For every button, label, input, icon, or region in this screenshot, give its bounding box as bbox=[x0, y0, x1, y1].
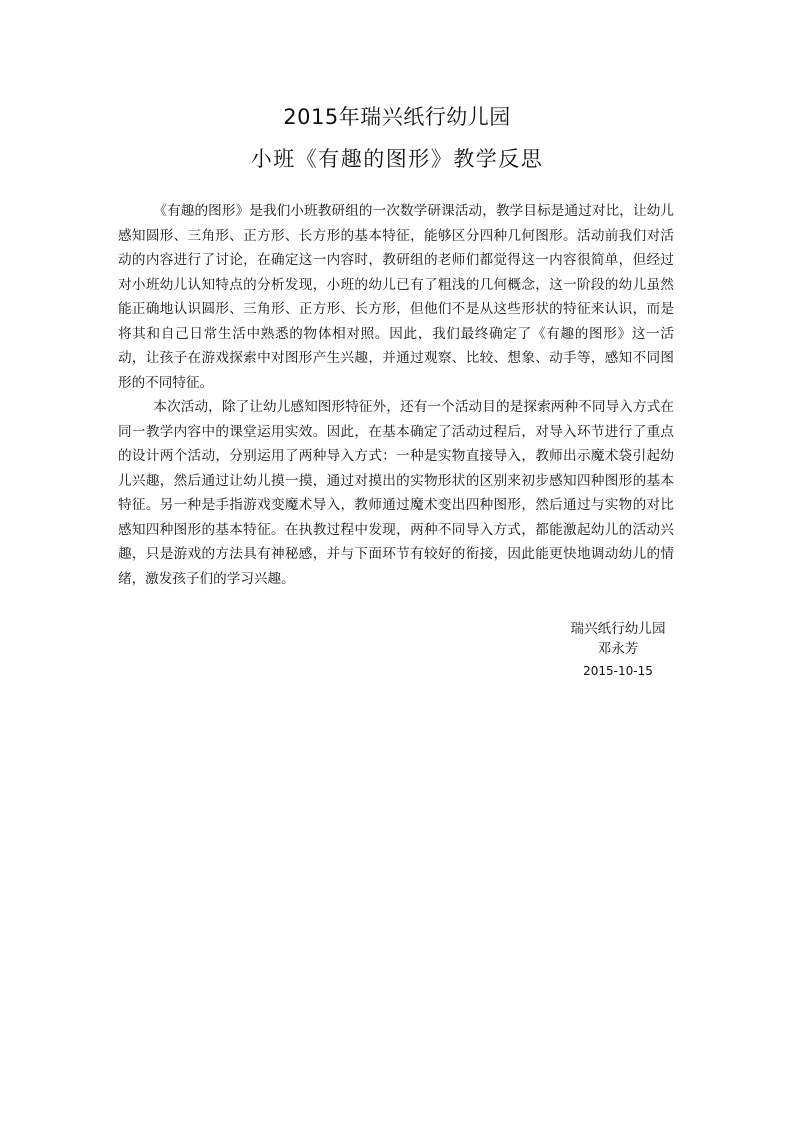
signature-date: 2015-10-15 bbox=[583, 664, 653, 678]
document-body bbox=[118, 199, 674, 591]
body-paragraph-1: 《有趣的图形》是我们小班教研组的一次数学研课活动，教学目标是通过对比，让幼儿感知圆形、三角形、正方形、长方形的基本特征，能够区分四种几何图形。活动前我们对活动的内容进行了讨论，在确定这一内容时，教研组的老师们都觉得这一内容很简单，但经过对小班幼儿认知特点的分析发现，小班的幼儿已有了粗浅的几何概念，这一阶段的幼儿虽然能正确地认识圆形、三角形、正方形、长方形，但他们不是从这些形状的特征来认识，而是将其和自己日常生活中熟悉的物体相对照。因此，我们最终确定了《有趣的图形》这一活动，让孩子在游戏探索中对图形产生兴趣，并通过观察、比较、想象、动手等，感知不同图形的不同特征。 bbox=[118, 203, 674, 391]
document-title-lesson: 小班《有趣的图形》教学反思 bbox=[250, 147, 544, 171]
signature-organization: 瑞兴纸行幼儿园 bbox=[570, 621, 666, 637]
document-title-year-school: 2015年瑞兴纸行幼儿园 bbox=[283, 105, 511, 129]
signature-block bbox=[548, 619, 688, 681]
signature-author: 邓永芳 bbox=[597, 641, 639, 657]
body-paragraph-2: 本次活动，除了让幼儿感知图形特征外，还有一个活动目的是探索两种不同导入方式在同一教学内容中的课堂运用实效。因此，在基本确定了活动过程后，对导入环节进行了重点的设计两个活动，分别运用了两种导入方式：一种是实物直接导入，教师出示魔术袋引起幼儿兴趣，然后通过让幼儿摸一摸，通过对摸出的实物形状的区别来初步感知四种图形的基本特征。另一种是手指游戏变魔术导入，教师通过魔术变出四种图形，然后通过与实物的对比感知四种图形的基本特征。在执教过程中发现，两种不同导入方式，都能激起幼儿的活动兴趣，只是游戏的方法具有神秘感，并与下面环节有较好的衔接，因此能更快地调动幼儿的情绪，激发孩子们的学习兴趣。 bbox=[118, 399, 674, 587]
